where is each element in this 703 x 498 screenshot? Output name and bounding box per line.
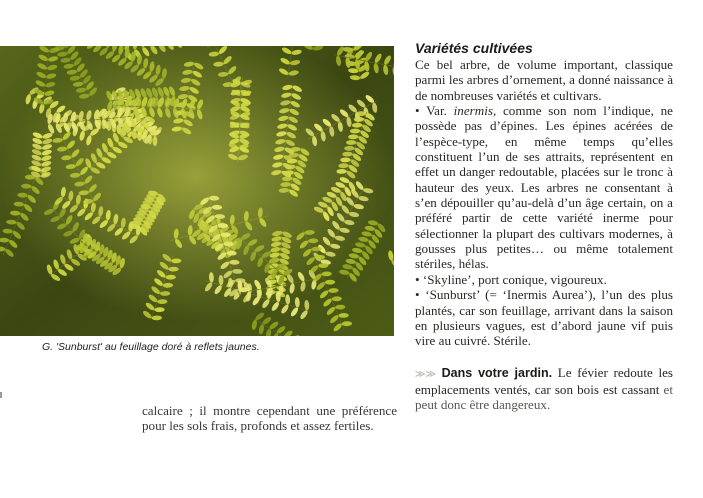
inermis-text: , comme son nom l’indique, ne possède pas d’épines. Les épines acérées de l’espèce-type, en même temps qu’elles constituent l’un de ses attraits, représentent en effet un danger redoutable, placées sur le tronc à hauteur des yeux. Les arbres ne consentant à s’en dépouiller qu’au-delà d’un âge certain, on a préféré partir de cette variété inerme pour sélectionner la plupart des cultivars modernes, à gousses plus petites… ou même totalement stériles, hélas.: [415, 103, 673, 272]
bullet-inermis: •: [415, 103, 420, 119]
main-column: [415, 57, 673, 413]
section-heading: Variétés cultivées: [415, 40, 533, 56]
skyline-paragraph: [415, 272, 673, 287]
jardin-text: Le févier redoute les emplacements ventés, car son bois est cassant: [415, 364, 674, 397]
sunburst-text: ‘Sunburst’ (= ‘Inermis Aurea’), l’un des plus plantés, car son feuillage, arrivant dans la saison en plusieurs vagues, est d’abord jaune vif puis vire au cuivré. Stérile.: [415, 287, 673, 349]
inermis-prefix: Var.: [426, 103, 447, 119]
bullet-skyline: •: [415, 271, 420, 287]
bullet-sunburst: •: [415, 287, 420, 303]
arrow-icon: ≫≫: [415, 368, 436, 380]
sunburst-paragraph: [415, 287, 673, 348]
bottom-left-paragraph: [142, 403, 397, 434]
intro-paragraph: Ce bel arbre, de volume important, classique parmi les arbres d’ornement, a donné naissance à de nombreuses variétés et cultivars.: [415, 57, 673, 103]
margin-mark: [0, 392, 2, 398]
spacer: [415, 349, 673, 365]
jardin-faded-text: et peut donc être dangereux.: [415, 381, 673, 413]
inermis-name: inermis: [453, 103, 493, 119]
skyline-text: ‘Skyline’, port conique, vigoureux.: [422, 271, 607, 287]
foliage-illustration: [0, 46, 394, 336]
acacia-foliage-photo: [0, 46, 394, 336]
jardin-title: Dans votre jardin.: [441, 365, 553, 380]
photo-caption: G. 'Sunburst' au feuillage doré à reflets jaunes.: [42, 341, 260, 353]
jardin-paragraph: [415, 365, 673, 413]
bottom-left-text: calcaire ; il montre cependant une préférence pour les sols frais, profonds et assez fertiles.: [142, 403, 397, 434]
inermis-paragraph: [415, 103, 673, 272]
